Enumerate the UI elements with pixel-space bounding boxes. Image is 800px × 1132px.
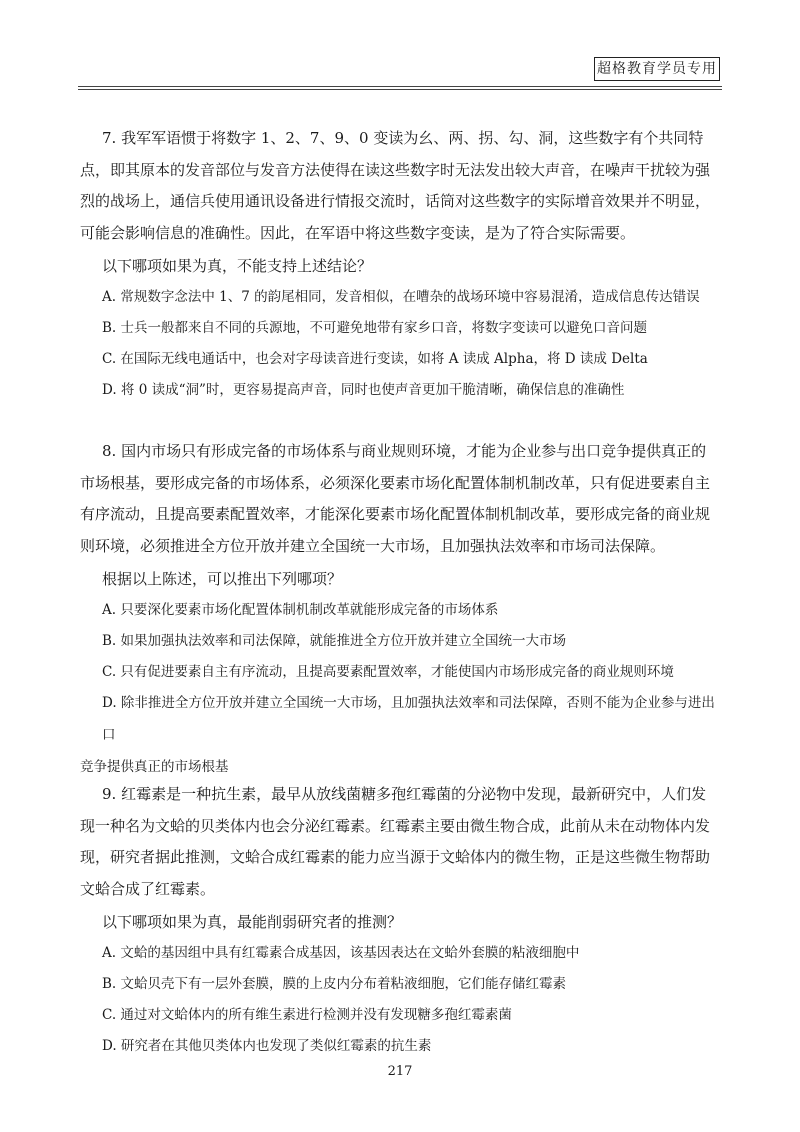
question-8 bbox=[80, 436, 720, 783]
option-a: A. 只要深化要素市场化配置体制机制改革就能形成完备的市场体系 bbox=[102, 602, 499, 618]
option-d: D. 将 0 读成“洞”时，更容易提高声音，同时也使声音更加干脆清晰，确保信息的准确性 bbox=[102, 382, 625, 398]
option-a: A. 文蛤的基因组中具有红霉素合成基因，该基因表达在文蛤外套膜的粘液细胞中 bbox=[102, 945, 580, 961]
question-stem: 9. 红霉素是一种抗生素，最早从放线菌糖多孢红霉菌的分泌物中发现，最新研究中，人们发现一种名为文蛤的贝类体内也会分泌红霉素。红霉素主要由微生物合成，此前从未在动物体内发现，研究者据此推测，文蛤合成红霉素的能力应当源于文蛤体内的微生物，正是这些微生物帮助文蛤合成了红霉素。 bbox=[80, 785, 711, 898]
option-c: C. 只有促进要素自主有序流动，且提高要素配置效率，才能使国内市场形成完备的商业规则环境 bbox=[102, 664, 674, 680]
option-d-line1: D. 除非推进全方位开放并建立全国统一大市场，且加强执法效率和司法保障，否则不能为企业参与进出口 bbox=[102, 695, 715, 743]
option-b: B. 文蛤贝壳下有一层外套膜，膜的上皮内分布着粘液细胞，它们能存储红霉素 bbox=[102, 976, 567, 992]
option-a: A. 常规数字念法中 1、7 的韵尾相同，发音相似，在嘈杂的战场环境中容易混淆，造成信息传达错误 bbox=[102, 289, 700, 305]
header-label: 超格教育学员专用 bbox=[594, 57, 720, 81]
question-prompt: 以下哪项如果为真，不能支持上述结论？ bbox=[102, 257, 373, 275]
option-d: D. 研究者在其他贝类体内也发现了类似红霉素的抗生素 bbox=[102, 1038, 432, 1054]
question-stem: 8. 国内市场只有形成完备的市场体系与商业规则环境，才能为企业参与出口竞争提供真正的市场根基，要形成完备的市场体系，必须深化要素市场化配置体制机制改革，只有促进要素自主有序流动，且提高要素配置效率，才能深化要素市场化配置体制机制改革，要形成完备的商业规则环境，必须推进全方位开放并建立全国统一大市场，且加强执法效率和市场司法保障。 bbox=[80, 442, 711, 555]
header-rule bbox=[78, 86, 722, 87]
question-prompt: 以下哪项如果为真，最能削弱研究者的推测？ bbox=[102, 913, 403, 931]
option-b: B. 士兵一般都来自不同的兵源地，不可避免地带有家乡口音，将数字变读可以避免口音问题 bbox=[102, 320, 648, 336]
option-d bbox=[80, 687, 720, 783]
question-prompt: 根据以上陈述，可以推出下列哪项？ bbox=[102, 570, 343, 588]
option-b: B. 如果加强执法效率和司法保障，就能推进全方位开放并建立全国统一大市场 bbox=[102, 633, 567, 649]
option-c: C. 在国际无线电通话中，也会对字母读音进行变读，如将 A 读成 Alpha，将 D 读成 Delta bbox=[102, 351, 648, 367]
question-9 bbox=[80, 779, 720, 1058]
option-c: C. 通过对文蛤体内的所有维生素进行检测并没有发现糖多孢红霉素菌 bbox=[102, 1007, 512, 1023]
question-stem: 7. 我军军语惯于将数字 1、2、7、9、0 变读为幺、两、拐、勾、洞，这些数字有个共同特点，即其原本的发音部位与发音方法使得在读这些数字时无法发出较大声音，在噪声干扰较为强烈的战场上，通信兵使用通讯设备进行情报交流时，话筒对这些数字的实际增音效果并不明显，可能会影响信息的准确性。因此，在军语中将这些数字变读，是为了符合实际需要。 bbox=[80, 129, 711, 242]
option-d-line2: 竞争提供真正的市场根基 bbox=[80, 759, 229, 775]
question-7 bbox=[80, 123, 720, 402]
page-number: 217 bbox=[387, 1064, 413, 1079]
header-rule-secondary bbox=[78, 89, 722, 90]
